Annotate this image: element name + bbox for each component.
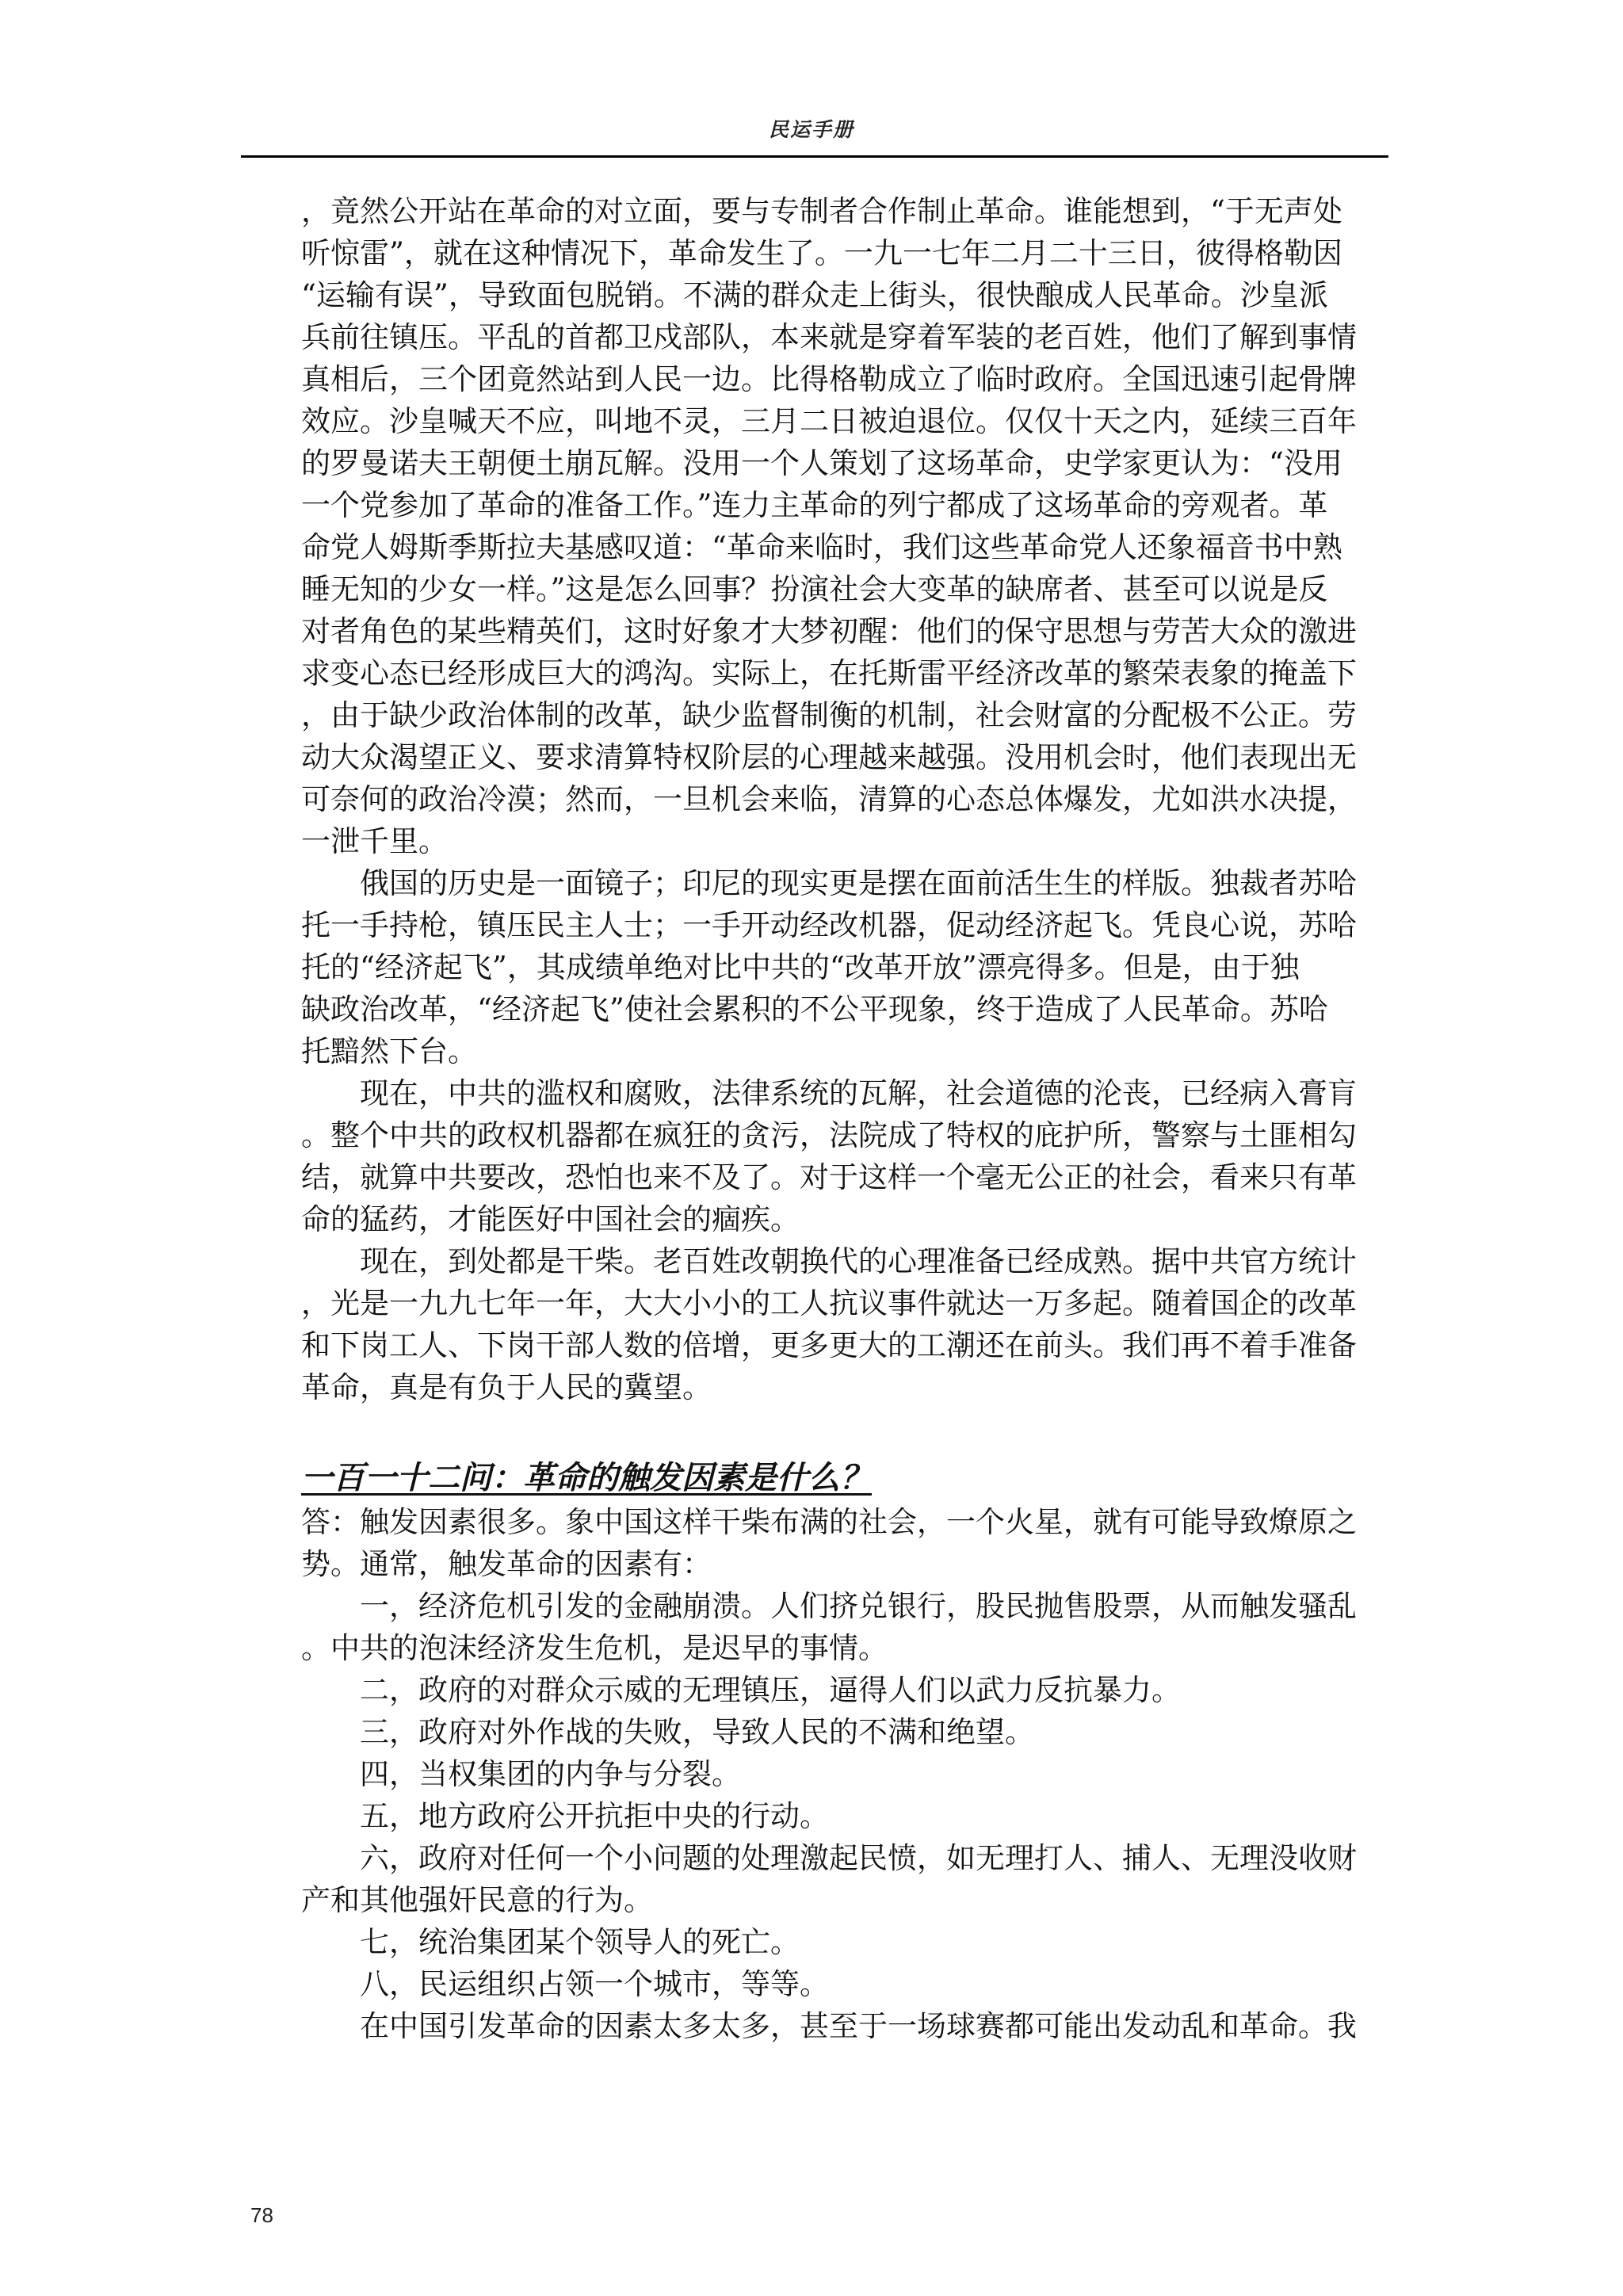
text-line: 和下岗工人、下岗干部人数的倍增，更多更大的工潮还在前头。我们再不着手准备 [301, 1328, 1357, 1362]
text-line: 答：触发因素很多。象中国这样干柴布满的社会，一个火星，就有可能导致燎原之 [301, 1505, 1357, 1539]
answer-paragraph [301, 1501, 1355, 1585]
text-line: 的罗曼诺夫王朝便土崩瓦解。没用一个人策划了这场革命，史学家更认为：“没用 [301, 446, 1342, 480]
text-line: 一个党参加了革命的准备工作。”连力主革命的列宁都成了这场革命的旁观者。革 [301, 488, 1328, 522]
text-line: 七，统治集团某个领导人的死亡。 [360, 1925, 800, 1959]
text-line: 结，就算中共要改，恐怕也来不及了。对于这样一个毫无公正的社会，看来只有革 [301, 1160, 1357, 1194]
section-spacer [301, 1408, 1355, 1450]
text-line: 命的猛药，才能医好中国社会的痼疾。 [301, 1202, 800, 1236]
text-line: 五，地方政府公开抗拒中央的行动。 [360, 1799, 829, 1833]
page-number: 78 [250, 2203, 273, 2227]
text-line: 可奈何的政治冷漠；然而，一旦机会来临，清算的心态总体爆发，尤如洪水决提， [301, 782, 1357, 816]
text-line: 一泄千里。 [301, 824, 448, 858]
text-line: 二，政府的对群众示威的无理镇压，逼得人们以武力反抗暴力。 [360, 1673, 1181, 1707]
text-line: 兵前往镇压。平乱的首都卫戍部队，本来就是穿着军装的老百姓，他们了解到事情 [301, 320, 1357, 354]
list-item [301, 1711, 1355, 1753]
list-item [301, 1669, 1355, 1711]
paragraph [301, 862, 1355, 1072]
text-line: 对者角色的某些精英们，这时好象才大梦初醒：他们的保守思想与劳苦大众的激进 [301, 614, 1357, 648]
text-line: 托的“经济起飞”，其成绩单绝对比中共的“改革开放”漂亮得多。但是，由于独 [301, 950, 1300, 984]
text-line: 现在，中共的滥权和腐败，法律系统的瓦解，社会道德的沦丧，已经病入膏肓 [360, 1076, 1357, 1110]
text-line: 革命，真是有负于人民的冀望。 [301, 1370, 712, 1404]
text-line: 四，当权集团的内争与分裂。 [360, 1757, 741, 1791]
paragraph [301, 190, 1355, 862]
text-line: 现在，到处都是干柴。老百姓改朝换代的心理准备已经成熟。据中共官方统计 [360, 1244, 1357, 1278]
text-line: 一，经济危机引发的金融崩溃。人们挤兑银行，股民抛售股票，从而触发骚乱 [360, 1589, 1357, 1623]
paragraph [301, 1240, 1355, 1408]
list-item [301, 1795, 1355, 1837]
text-line: 。中共的泡沫经济发生危机，是迟早的事情。 [301, 1631, 888, 1665]
paragraph [301, 2005, 1355, 2047]
text-line: ，光是一九九七年一年，大大小小的工人抗议事件就达一万多起。随着国企的改革 [301, 1286, 1357, 1320]
section-heading: 一百一十二问：革命的触发因素是什么？ [301, 1459, 872, 1496]
text-line: 求变心态已经形成巨大的鸿沟。实际上，在托斯雷平经济改革的繁荣表象的掩盖下 [301, 656, 1357, 690]
text-line: 缺政治改革，“经济起飞”使社会累积的不公平现象，终于造成了人民革命。苏哈 [301, 992, 1328, 1026]
header-title: 民运手册 [768, 118, 854, 141]
text-line: 八，民运组织占领一个城市，等等。 [360, 1967, 829, 2001]
text-line: 睡无知的少女一样。”这是怎么回事？扮演社会大变革的缺席者、甚至可以说是反 [301, 572, 1328, 606]
paragraph [301, 1072, 1355, 1240]
text-line: 真相后，三个团竟然站到人民一边。比得格勒成立了临时政府。全国迅速引起骨牌 [301, 362, 1357, 396]
text-line: 六，政府对任何一个小问题的处理激起民愤，如无理打人、捕人、无理没收财 [360, 1841, 1357, 1875]
list-item [301, 1753, 1355, 1795]
text-line: 三，政府对外作战的失败，导致人民的不满和绝望。 [360, 1715, 1034, 1749]
text-line: ，竟然公开站在革命的对立面，要与专制者合作制止革命。谁能想到，“于无声处 [301, 194, 1342, 228]
text-line: 在中国引发革命的因素太多太多，甚至于一场球赛都可能出发动乱和革命。我 [360, 2009, 1357, 2043]
text-line: 听惊雷”，就在这种情况下，革命发生了。一九一七年二月二十三日，彼得格勒因 [301, 236, 1342, 270]
text-line: 命党人姆斯季斯拉夫基感叹道：“革命来临时，我们这些革命党人还象福音书中熟 [301, 530, 1342, 564]
text-line: 俄国的历史是一面镜子；印尼的现实更是摆在面前活生生的样版。独裁者苏哈 [360, 866, 1357, 900]
document-body [301, 190, 1355, 2047]
text-line: “运输有误”，导致面包脱销。不满的群众走上街头，很快酿成人民革命。沙皇派 [301, 278, 1328, 312]
text-line: 托一手持枪，镇压民主人士；一手开动经改机器，促动经济起飞。凭良心说，苏哈 [301, 908, 1357, 942]
list-item [301, 1837, 1355, 1921]
text-line: ，由于缺少政治体制的改革，缺少监督制衡的机制，社会财富的分配极不公正。劳 [301, 698, 1357, 732]
text-line: 效应。沙皇喊天不应，叫地不灵，三月二日被迫退位。仅仅十天之内，延续三百年 [301, 404, 1357, 438]
list-item [301, 1585, 1355, 1669]
text-line: 产和其他强奸民意的行为。 [301, 1883, 653, 1917]
list-item [301, 1921, 1355, 1963]
header-divider [241, 155, 1388, 158]
text-line: 。整个中共的政权机器都在疯狂的贪污，法院成了特权的庇护所，警察与土匪相勾 [301, 1118, 1357, 1152]
list-item [301, 1963, 1355, 2005]
text-line: 势。通常，触发革命的因素有： [301, 1547, 712, 1581]
text-line: 动大众渴望正义、要求清算特权阶层的心理越来越强。没用机会时，他们表现出无 [301, 740, 1357, 774]
text-line: 托黯然下台。 [301, 1034, 477, 1068]
